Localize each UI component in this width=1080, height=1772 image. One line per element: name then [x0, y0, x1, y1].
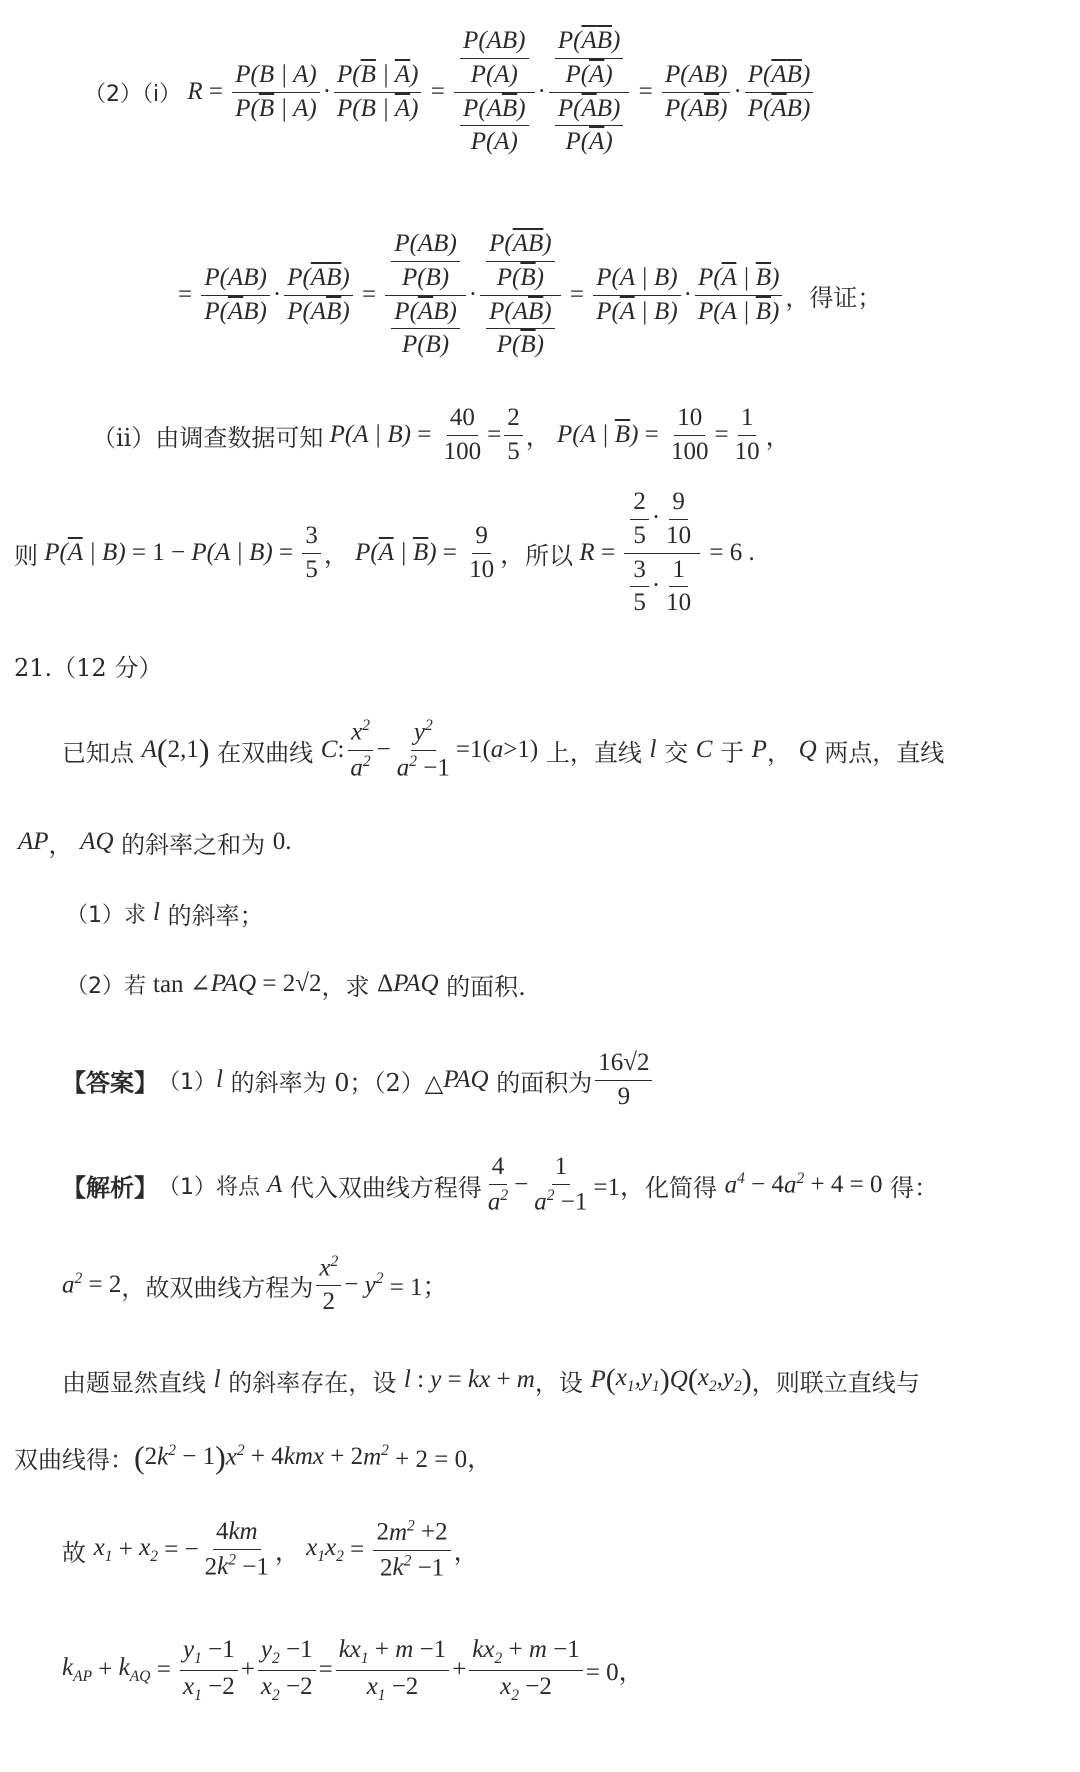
problem-21-header: 21.（12 分）	[14, 653, 163, 682]
analysis-line-3: 由题显然直线 l 的斜率存在，设 l : y = kx + m ，设 P ( $x_1,y_1$ ) Q ( $x_2,y_2$ ) ，则联立直线与	[62, 1363, 920, 1397]
problem-stem-line2: AP ， AQ 的斜率之和为 0.	[18, 828, 292, 859]
eq-line-1: （2）（i） R = $\frac{P(B | A)}{P(\overline{B} | A)}$ · $\frac{P(\overline{B} | \overline{A})}{P(B | \overline{A})}$ = $\frac{\frac{P(AB)}{P(A)}}{\frac{P(A\overline{B})}{P(A)}}$ · $\frac{\frac{P(\overline{A}\overline{B})}{P(\overline{A})}}{\frac{P(\overline{A}B)}{P(\overline{A})}}$ = $\frac{P(AB)}{P(A\overline{B})}$ · $\frac{P(\overline{A}\overline{B})}{P(\overline{A}B)}$	[84, 22, 816, 162]
so-text: 所以	[525, 541, 574, 570]
proved-text: ，得证；	[785, 283, 882, 312]
analysis-line-2: $a^2$ = 2 ，故双曲线方程为 $\frac{x^2}{2}$ − $y^2$ = 1；	[62, 1253, 448, 1316]
analysis-line-4: 双曲线得： ( 2 $k^2$ − 1 ) $x^2$ + 4 kmx + 2 $m^2$ + 2 = 0，	[14, 1438, 493, 1475]
eq-line-ii: （ii）由调查数据可知 P(A | B) = $\frac{40}{100}$ = $\frac{2}{5}$ ， P(A | $\overline{B}$) = $\frac{10}{100}$ = $\frac{1}{10}$ ，	[92, 403, 791, 465]
problem-stem-line1: 已知点 A ( 2,1 ) 在双曲线 C : $\frac{x^2}{a^2}$ − $\frac{y^2}{a^2 -1}$ =1( a >1) 上，直线 l 交 C 于 P ， Q 两点，直线	[62, 717, 945, 781]
answer-line: 【答案】 （1） l 的斜率为 0；（2）△ PAQ 的面积为 $\frac{16√2}{9}$	[62, 1040, 655, 1120]
analysis-line-1: 【解析】 （1）将点 A 代入双曲线方程得 $\frac{4}{a^2}$ − $\frac{1}{a^2 -1}$ =1， 化简得 $a^4$ − 4 $a^2$ + 4 = 0 得：	[62, 1153, 939, 1216]
analysis-line-5: 故 $x_1$ + $x_2$ = − $\frac{4km}{2k^2 -1}$ ， $x_1x_2$ = $\frac{2m^2 +2}{2k^2 -1}$ ，	[62, 1517, 479, 1581]
then-prefix: 则	[14, 541, 38, 570]
eq-line-then: 则 $P(\overline{A}$ | B) = 1 − P(A | B) = $\frac{3}{5}$ ， $P(\overline{A}$ | $\overline{B}$) = $\frac{9}{10}$ ， 所以 R = $\frac{2}{5}$ · $\frac{9}{10}$ $\frac{3}{5}$ · $\frac{1}{10}$ = 6 .	[14, 488, 755, 617]
label-ii: （ii）由调查数据可知	[92, 423, 324, 452]
question-2: （2）若 tan ∠ PAQ = 2√2 ，求 Δ PAQ 的面积.	[66, 970, 526, 1001]
label-i: （2）（i）	[84, 81, 182, 107]
analysis-line-6: $k_{AP}$ + $k_{AQ}$ = $\frac{y_1 -1}{x_1 -2}$ + $\frac{y_2 -1}{x_2 -2}$ = $\frac{kx_1 + m -1}{x_1 -2}$ + $\frac{kx_2 + m -1}{x_2 -2}$ = 0，	[62, 1635, 644, 1704]
question-1: （1）求 l 的斜率；	[66, 899, 264, 930]
eq-line-2: = $\frac{P(AB)}{P(\overline{A}B)}$ · $\frac{P(\overline{A}\overline{B})}{P(A\overline{B})}$ = $\frac{\frac{P(AB)}{P(B)}}{\frac{P(\overline{A}B)}{P(B)}}$ · $\frac{\frac{P(\overline{A}\overline{B})}{P(\overline{B})}}{\frac{P(A\overline{B})}{P(\overline{B})}}$ = $\frac{P(A | B)}{P(\overline{A} | B)}$ · $\frac{P(\overline{A} | \overline{B})}{P(A | \overline{B})}$ ，得证；	[178, 230, 882, 359]
